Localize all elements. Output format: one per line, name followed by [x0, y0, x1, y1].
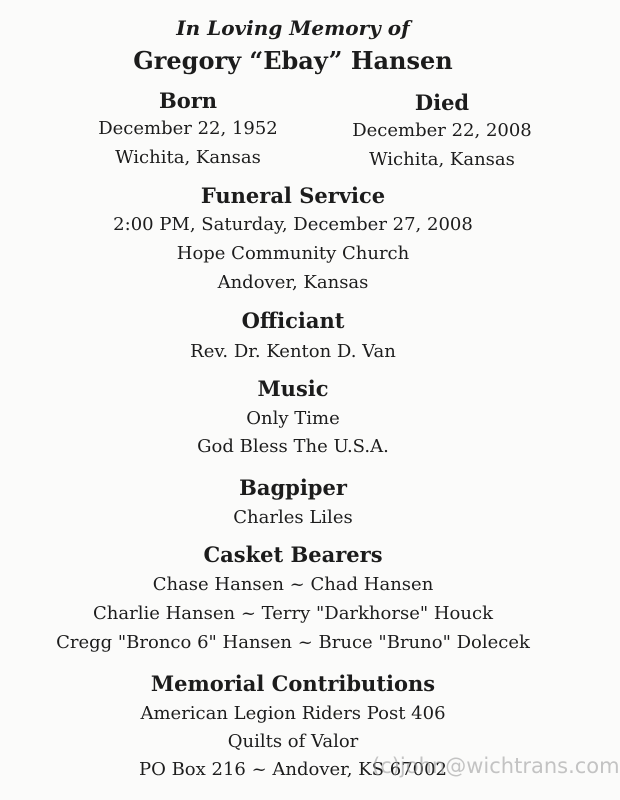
- memorial-contributions-line: Quilts of Valor: [227, 731, 359, 752]
- music-heading: Music: [257, 376, 329, 401]
- copyright-watermark: (c)john@wichtrans.com: [372, 754, 620, 778]
- music-song: Only Time: [246, 408, 340, 429]
- memorial-contributions-line: American Legion Riders Post 406: [140, 703, 446, 724]
- died-place: Wichita, Kansas: [369, 149, 515, 170]
- born-heading: Born: [158, 88, 218, 113]
- officiant-heading: Officiant: [241, 308, 345, 333]
- bagpiper-heading: Bagpiper: [239, 475, 347, 500]
- casket-bearers-line: Charlie Hansen ~ Terry "Darkhorse" Houck: [93, 603, 493, 624]
- born-column: [72, 88, 304, 172]
- memorial-intro: In Loving Memory of: [176, 16, 410, 40]
- died-heading: Died: [414, 90, 470, 115]
- bagpiper-name: Charles Liles: [233, 507, 353, 528]
- funeral-service-time: 2:00 PM, Saturday, December 27, 2008: [113, 214, 473, 235]
- memorial-contributions-line: PO Box 216 ~ Andover, KS 67002: [138, 759, 447, 780]
- died-date: December 22, 2008: [352, 120, 532, 141]
- funeral-service-location: Andover, Kansas: [217, 272, 369, 293]
- born-place: Wichita, Kansas: [115, 147, 261, 168]
- funeral-service-heading: Funeral Service: [200, 183, 386, 208]
- casket-bearers-heading: Casket Bearers: [203, 542, 383, 567]
- born-date: December 22, 1952: [98, 118, 278, 139]
- funeral-service-venue: Hope Community Church: [176, 243, 410, 264]
- deceased-name: Gregory “Ebay” Hansen: [133, 46, 453, 75]
- died-column: [330, 90, 554, 174]
- officiant-name: Rev. Dr. Kenton D. Van: [190, 341, 396, 362]
- casket-bearers-line: Cregg "Bronco 6" Hansen ~ Bruce "Bruno" Dolecek: [56, 632, 530, 653]
- casket-bearers-line: Chase Hansen ~ Chad Hansen: [152, 574, 434, 595]
- music-song: God Bless The U.S.A.: [197, 436, 389, 457]
- memorial-contributions-heading: Memorial Contributions: [150, 671, 436, 696]
